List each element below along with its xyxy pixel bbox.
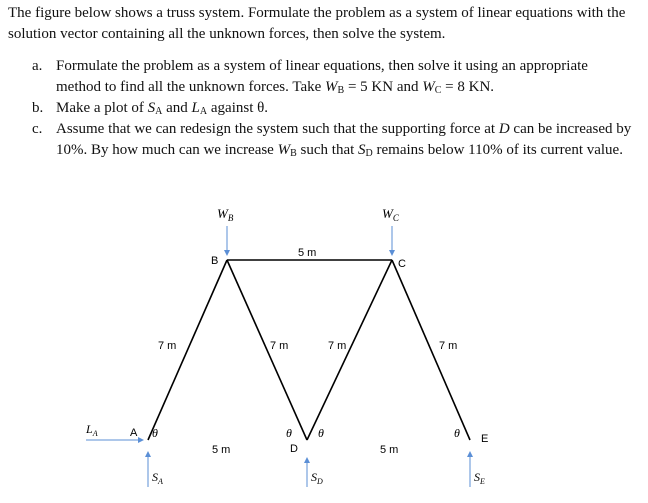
length-label-dc: 7 m	[328, 340, 347, 352]
load-label-b: $W_B$	[217, 206, 234, 223]
node-label-d: D	[290, 443, 298, 455]
question-a-label: a.	[32, 58, 43, 74]
member-dc	[307, 260, 392, 440]
question-c-text: Assume that we can redesign the system such that the supporting force at D can be increased by 10%. By how much can we increase $W_B$ such that $S_D$ remains below 110% of its current value.	[56, 121, 632, 159]
node-label-a: A	[130, 427, 138, 439]
force-label-la: $L_A$	[86, 422, 98, 438]
node-label-b: B	[211, 255, 219, 267]
question-c-label: c.	[32, 121, 43, 137]
problem-intro: The figure below shows a truss system. Formulate the problem as a system of linear equations with the solution vector containing all the unknown forces, then solve the system.	[8, 5, 626, 42]
length-label-bc: 5 m	[298, 247, 317, 259]
question-b-label: b.	[32, 100, 44, 116]
angle-label-a: θ	[152, 426, 158, 440]
length-label-bd: 7 m	[270, 340, 289, 352]
force-label-sd: $S_D$	[311, 470, 323, 486]
node-label-e: E	[481, 433, 489, 445]
force-label-se: $S_E$	[474, 470, 485, 486]
member-ce	[392, 260, 470, 440]
node-label-c: C	[398, 258, 406, 270]
length-label-de: 5 m	[380, 444, 399, 456]
question-b-text: Make a plot of $S_A$ and $L_A$ against θ.	[56, 100, 269, 117]
angle-label-e: θ	[454, 426, 460, 440]
angle-label-d-right: θ	[318, 426, 324, 440]
angle-label-d-left: θ	[286, 426, 292, 440]
length-label-ad: 5 m	[212, 444, 231, 456]
question-a-text: Formulate the problem as a system of linear equations, then solve it using an appropriate method to find all the unknown forces. Take $W_B = 5$ KN and $W_C = 8$ KN.	[56, 58, 588, 96]
force-label-sa: $S_A$	[152, 470, 163, 486]
length-label-ce: 7 m	[439, 340, 458, 352]
member-bd	[227, 260, 307, 440]
length-label-ab: 7 m	[158, 340, 177, 352]
load-label-c: $W_C$	[382, 206, 399, 223]
